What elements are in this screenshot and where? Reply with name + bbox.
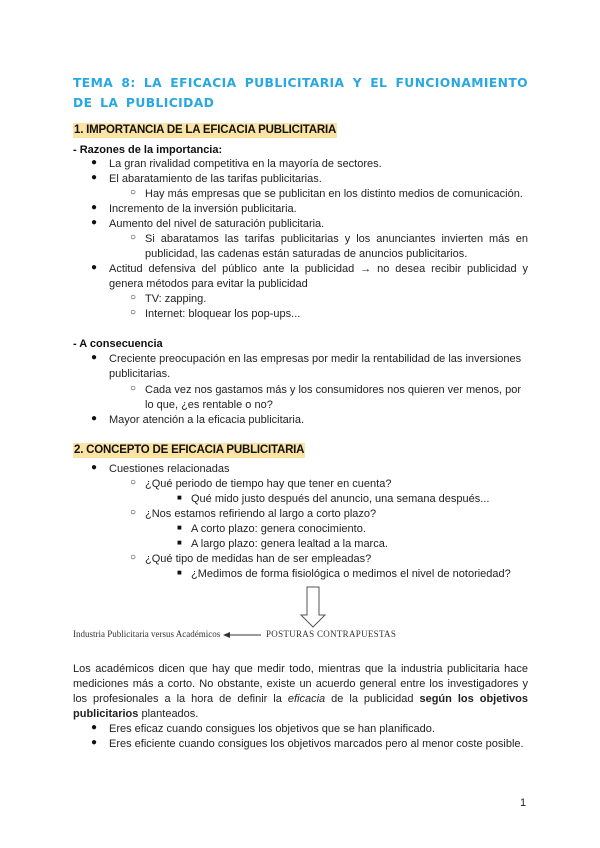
reason-subitem: Hay más empresas que se publicitan en los distinto medios de comunicación. [145,188,523,200]
concept-subsubitem: ¿Medimos de forma fisiológica o medimos el nivel de notoriedad? [191,568,511,580]
final-item: Eres eficiente cuando consigues los objetivos marcados pero al menor coste posible. [109,738,524,750]
consequence-item: Mayor atención a la eficacia publicitaria. [109,414,305,426]
section-1-heading: 1. IMPORTANCIA DE LA EFICACIA PUBLICITARIA [74,124,337,136]
reasons-heading: - Razones de la importancia: [73,144,223,156]
bullet-dot-icon: ● [91,462,98,473]
down-arrow-icon [301,587,325,627]
consequence-item: Creciente preocupación en las empresas por medir la rentabilidad de las inversiones publicitarias. [109,353,522,380]
bullet-circle-icon: ○ [130,232,137,243]
page-number: 1 [520,797,527,809]
bullet-dot-icon: ● [91,202,98,213]
document-title: TEMA 8: LA EFICACIA PUBLICITARIA Y EL FUNCIONAMIENTO DE LA PUBLICIDAD [73,76,528,110]
bullet-circle-icon: ○ [130,383,137,394]
body-paragraph: Los académicos dicen que hay que medir todo, mientras que la industria publicitaria hace mediciones más a corto. No obstante, existe un acuerdo general entre los investigadores y los profesionales a la hora de definir la eficacia de la publicidad según los objetivos publicitarios planteados. [73,663,529,720]
bullet-square-icon: ■ [177,568,182,577]
concept-subsubitem: A largo plazo: genera lealtad a la marca. [191,538,388,550]
bullet-dot-icon: ● [91,262,98,273]
bullet-circle-icon: ○ [130,292,137,303]
bullet-square-icon: ■ [177,538,182,547]
reason-subitem: Si abaratamos las tarifas publicitarias y los anunciantes invierten más en publicidad, las cadenas están saturadas de anuncios publicitarios. [145,233,528,260]
diagram-left-label: Industria Publicitaria versus Académicos [73,629,221,639]
concept-subsubitem: Qué mido justo después del anuncio, una semana después... [191,493,490,505]
concept-subsubitem: A corto plazo: genera conocimiento. [191,523,366,535]
reason-item: Actitud defensiva del público ante la publicidad → no desea recibir publicidad y genera métodos para evitar la publicidad [109,263,528,290]
bullet-circle-icon: ○ [130,187,137,198]
bullet-dot-icon: ● [91,172,98,183]
bullet-square-icon: ■ [177,493,182,502]
diagram-right-label: POSTURAS CONTRAPUESTAS [266,629,397,639]
bullet-dot-icon: ● [91,737,98,748]
concept-item: Cuestiones relacionadas [109,463,230,475]
bullet-square-icon: ■ [177,523,182,532]
reason-subitem: TV: zapping. [145,293,207,305]
left-arrow-icon [223,632,261,638]
section-2-heading: 2. CONCEPTO DE EFICACIA PUBLICITARIA [74,444,305,456]
bullet-dot-icon: ● [91,413,98,424]
bullet-dot-icon: ● [91,217,98,228]
concept-subitem: ¿Nos estamos refiriendo al largo a corto plazo? [145,508,377,520]
bullet-circle-icon: ○ [130,307,137,318]
concept-subitem: ¿Qué tipo de medidas han de ser empleadas? [145,553,372,565]
bullet-circle-icon: ○ [130,552,137,563]
bullet-circle-icon: ○ [130,507,137,518]
reason-item: Aumento del nivel de saturación publicitaria. [109,218,325,230]
bullet-dot-icon: ● [91,352,98,363]
reason-item: La gran rivalidad competitiva en la mayoría de sectores. [109,158,382,170]
bullet-dot-icon: ● [91,722,98,733]
bullet-dot-icon: ● [91,157,98,168]
reason-item: El abaratamiento de las tarifas publicitarias. [109,173,322,185]
consequence-subitem: Cada vez nos gastamos más y los consumidores nos quieren ver menos, por lo que, ¿es rentable o no? [145,384,522,411]
consequence-heading: - A consecuencia [73,338,163,350]
reason-subitem: Internet: bloquear los pop-ups... [145,308,301,320]
bullet-circle-icon: ○ [130,477,137,488]
reason-item: Incremento de la inversión publicitaria. [109,203,297,215]
final-item: Eres eficaz cuando consigues los objetivos que se han planificado. [109,723,435,735]
concept-subitem: ¿Qué periodo de tiempo hay que tener en cuenta? [145,478,392,490]
